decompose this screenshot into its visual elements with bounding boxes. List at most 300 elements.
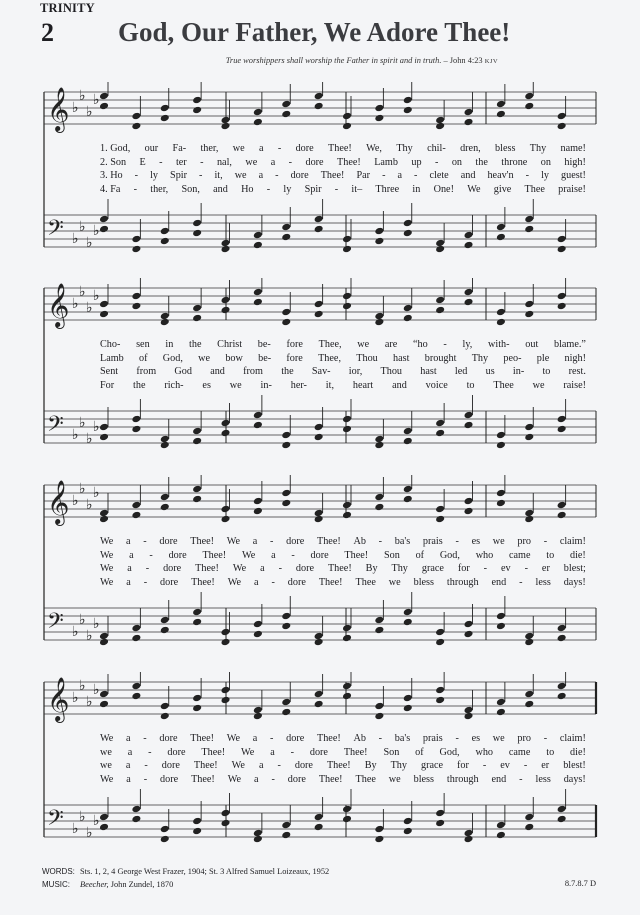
- note-head: [131, 634, 141, 643]
- note-head: [192, 817, 202, 826]
- note-head: [192, 495, 202, 504]
- lyric-syllable: Thee!: [195, 563, 219, 574]
- lyric-syllable: -: [270, 733, 274, 744]
- lyric-syllable: a: [252, 536, 258, 547]
- flat-icon: ♭: [86, 300, 93, 316]
- note-head: [374, 503, 384, 512]
- lyric-syllable: We: [100, 536, 114, 547]
- lyric-syllable: Thee!: [343, 746, 368, 758]
- note-head: [160, 114, 170, 123]
- lyric-syllable: dore: [295, 143, 314, 154]
- lyric-syllable: heav'n: [487, 170, 514, 181]
- lyric-syllable: -: [519, 773, 523, 785]
- note-head: [131, 815, 141, 824]
- lyric-line: [100, 773, 586, 787]
- lyric-syllable: 4. Fa: [100, 183, 121, 195]
- lyric-syllable: ly: [150, 170, 159, 181]
- lyric-syllable: Thy: [529, 143, 547, 154]
- note-head: [403, 304, 413, 313]
- treble-clef-icon: 𝄞: [47, 677, 70, 721]
- note-head: [221, 122, 231, 131]
- lyric-syllable: -: [143, 733, 147, 744]
- lyric-syllable: dore: [295, 563, 315, 574]
- note-head: [314, 515, 324, 524]
- lyric-syllable: Thee!: [316, 733, 341, 744]
- lyric-syllable: we: [234, 170, 247, 181]
- lyric-syllable: -: [145, 563, 150, 574]
- note-head: [464, 712, 474, 721]
- note-head: [524, 823, 534, 832]
- note-head: [435, 686, 445, 695]
- lyric-syllable: for: [457, 563, 470, 574]
- note-head: [524, 215, 534, 224]
- note-head: [160, 825, 170, 834]
- note-head: [496, 441, 506, 450]
- lyric-syllable: we: [492, 536, 505, 547]
- note-head: [435, 306, 445, 315]
- lyric-syllable: our: [144, 143, 159, 154]
- note-head: [557, 624, 567, 633]
- lyric-syllable: give: [493, 183, 512, 195]
- lyric-syllable: dore: [163, 563, 182, 574]
- note-head: [99, 423, 109, 432]
- note-head: [374, 493, 384, 502]
- note-head: [160, 237, 170, 246]
- note-head: [160, 626, 170, 635]
- lyric-syllable: Sent: [100, 366, 119, 377]
- lyric-syllable: -: [288, 156, 293, 168]
- flat-icon: ♭: [93, 288, 100, 304]
- lyric-syllable: and: [460, 170, 476, 181]
- flat-icon: ♭: [93, 419, 100, 435]
- note-head: [221, 429, 231, 438]
- note-head: [403, 694, 413, 703]
- lyric-syllable: clete: [429, 170, 449, 181]
- note-head: [557, 511, 567, 520]
- lyric-syllable: dore: [160, 576, 179, 588]
- note-head: [403, 96, 413, 105]
- lyric-syllable: nigh!: [564, 352, 586, 364]
- note-head: [374, 712, 384, 721]
- note-head: [253, 507, 263, 516]
- lyric-syllable: heart: [352, 379, 374, 391]
- note-head: [131, 624, 141, 633]
- lyric-syllable: Thee: [355, 576, 376, 588]
- lyric-syllable: of: [139, 352, 148, 364]
- lyric-syllable: Spir: [170, 170, 188, 181]
- note-head: [99, 813, 109, 822]
- lyric-syllable: die!: [569, 549, 586, 561]
- lyric-syllable: -: [519, 576, 523, 588]
- note-head: [342, 302, 352, 311]
- lyrics-block-4: [100, 732, 586, 786]
- lyric-syllable: voice: [425, 379, 448, 391]
- lyric-syllable: For: [100, 379, 115, 391]
- note-head: [192, 608, 202, 617]
- note-head: [99, 823, 109, 832]
- flat-icon: ♭: [93, 92, 100, 108]
- note-head: [524, 423, 534, 432]
- lyric-syllable: Thee: [524, 183, 545, 195]
- words-text: Sts. 1, 2, 4 George West Frazer, 1904; St. 3 Alfred Samuel Loizeaux, 1952: [80, 867, 330, 876]
- lyric-syllable: dore: [168, 549, 187, 561]
- note-head: [374, 626, 384, 635]
- lyric-syllable: Thee!: [328, 143, 352, 154]
- lyric-syllable: dore: [309, 746, 328, 758]
- note-head: [435, 638, 445, 647]
- note-head: [281, 100, 291, 109]
- note-head: [557, 122, 567, 131]
- lyric-syllable: a: [254, 576, 259, 588]
- lyric-syllable: of: [415, 746, 424, 758]
- note-head: [192, 485, 202, 494]
- note-head: [464, 231, 474, 240]
- lyric-syllable: nal,: [216, 156, 232, 168]
- lyric-syllable: who: [475, 746, 494, 758]
- lyric-syllable: less: [535, 773, 551, 785]
- note-head: [221, 628, 231, 637]
- epigraph-version: KJV: [484, 58, 498, 65]
- note-head: [99, 433, 109, 442]
- note-head: [160, 441, 170, 450]
- lyric-syllable: -: [275, 170, 279, 181]
- note-head: [464, 421, 474, 430]
- note-head: [253, 298, 263, 307]
- lyric-syllable: Son: [383, 549, 400, 561]
- lyric-syllable: dore: [159, 733, 178, 744]
- lyric-syllable: ev: [501, 563, 511, 574]
- lyric-syllable: dore: [287, 576, 306, 588]
- lyric-syllable: out: [525, 339, 539, 350]
- note-head: [435, 628, 445, 637]
- lyric-syllable: a: [271, 549, 276, 561]
- lyric-syllable: Thee!: [320, 170, 345, 181]
- lyric-syllable: Thy: [396, 143, 413, 154]
- note-head: [557, 235, 567, 244]
- note-head: [403, 618, 413, 627]
- note-head: [374, 825, 384, 834]
- lyric-syllable: -: [144, 760, 148, 771]
- lyric-syllable: the: [133, 379, 146, 391]
- note-head: [192, 229, 202, 238]
- note-head: [403, 106, 413, 115]
- note-head: [221, 686, 231, 695]
- lyric-syllable: we: [229, 379, 242, 391]
- note-head: [342, 692, 352, 701]
- music-label: MUSIC:: [42, 879, 70, 889]
- flat-icon: ♭: [79, 612, 86, 628]
- lyric-syllable: -: [482, 760, 487, 771]
- lyrics-block-2: [100, 338, 586, 392]
- lyric-syllable: dore: [286, 733, 305, 744]
- note-head: [314, 215, 324, 224]
- lyric-syllable: rich-: [164, 379, 184, 391]
- lyric-syllable: Christ: [217, 339, 243, 350]
- lyric-syllable: -: [266, 183, 271, 195]
- lyric-syllable: -: [382, 170, 386, 181]
- lyric-syllable: brought: [424, 352, 457, 364]
- words-label: WORDS:: [42, 867, 75, 876]
- lyric-syllable: praise!: [558, 183, 586, 195]
- lyric-syllable: -: [378, 733, 383, 744]
- note-head: [342, 682, 352, 691]
- lyric-syllable: a: [126, 536, 131, 547]
- lyric-syllable: us: [485, 366, 495, 377]
- lyric-syllable: Thee!: [190, 733, 215, 744]
- lyric-syllable: on: [540, 156, 551, 168]
- flat-icon: ♭: [86, 825, 93, 841]
- note-head: [160, 835, 170, 844]
- bass-clef-icon: 𝄢: [47, 412, 64, 442]
- flat-icon: ♭: [79, 415, 86, 431]
- note-head: [131, 122, 141, 131]
- note-head: [160, 712, 170, 721]
- lyric-syllable: ly,: [462, 339, 473, 350]
- note-head: [374, 702, 384, 711]
- music-composer: John Zundel, 1870: [110, 879, 174, 889]
- note-head: [342, 634, 352, 643]
- lyric-syllable: a: [129, 549, 134, 561]
- lyric-syllable: for: [457, 760, 469, 771]
- lyric-syllable: dore: [161, 760, 180, 771]
- lyric-syllable: -: [271, 773, 275, 785]
- lyric-syllable: raise!: [563, 379, 586, 391]
- lyric-syllable: end: [491, 576, 507, 588]
- note-head: [253, 288, 263, 297]
- lyric-syllable: it–: [351, 183, 363, 195]
- lyric-syllable: -: [200, 156, 204, 168]
- note-head: [131, 682, 141, 691]
- lyric-syllable: days!: [563, 773, 586, 785]
- flat-icon: ♭: [93, 813, 100, 829]
- note-head: [557, 805, 567, 814]
- lyric-syllable: We: [226, 733, 241, 744]
- note-head: [253, 118, 263, 127]
- note-head: [524, 92, 534, 101]
- note-head: [342, 235, 352, 244]
- lyric-syllable: a: [397, 170, 403, 181]
- note-head: [435, 515, 445, 524]
- lyric-syllable: God: [174, 366, 192, 377]
- note-head: [221, 306, 231, 315]
- lyric-syllable: in: [165, 339, 174, 350]
- note-head: [524, 102, 534, 111]
- lyric-syllable: we: [232, 143, 245, 154]
- note-head: [131, 302, 141, 311]
- lyric-syllable: dore: [310, 549, 329, 561]
- lyric-syllable: be-: [257, 339, 271, 350]
- lyric-syllable: Sav-: [311, 366, 331, 377]
- note-head: [496, 499, 506, 508]
- lyric-syllable: er: [541, 563, 550, 574]
- note-head: [557, 292, 567, 301]
- lyric-syllable: Thee!: [318, 576, 343, 588]
- lyric-syllable: dren,: [460, 143, 481, 154]
- lyric-syllable: es: [202, 379, 211, 391]
- lyric-syllable: We: [467, 183, 481, 195]
- lyric-syllable: dore: [294, 760, 313, 771]
- lyrics-block-1: [100, 142, 586, 196]
- note-head: [435, 429, 445, 438]
- note-head: [374, 114, 384, 123]
- note-head: [557, 425, 567, 434]
- flat-icon: ♭: [72, 493, 79, 509]
- lyric-syllable: bow: [225, 352, 243, 364]
- note-head: [314, 102, 324, 111]
- lyric-syllable: Thee!: [193, 760, 218, 771]
- lyric-syllable: -: [524, 563, 528, 574]
- note-head: [253, 411, 263, 420]
- note-head: [342, 415, 352, 424]
- lyric-syllable: Thee!: [326, 760, 351, 771]
- treble-clef-icon: 𝄞: [47, 283, 70, 327]
- note-head: [557, 501, 567, 510]
- note-head: [342, 501, 352, 510]
- note-head: [281, 622, 291, 631]
- lyric-syllable: Thee!: [191, 773, 215, 785]
- lyric-line: [100, 746, 586, 760]
- note-head: [99, 300, 109, 309]
- lyric-syllable: blest;: [563, 563, 586, 574]
- note-head: [464, 118, 474, 127]
- lyric-line: [100, 732, 586, 746]
- flat-icon: ♭: [86, 497, 93, 513]
- lyric-syllable: in-: [260, 379, 272, 391]
- lyric-syllable: -: [291, 549, 295, 561]
- epigraph-reference: – John 4:23: [443, 56, 483, 65]
- lyric-line: [100, 352, 586, 366]
- lyric-line: [100, 379, 586, 393]
- lyric-syllable: We: [227, 576, 242, 588]
- flat-icon: ♭: [79, 678, 86, 694]
- lyric-syllable: We: [231, 760, 245, 771]
- lyric-syllable: a: [126, 733, 131, 744]
- note-head: [253, 241, 263, 250]
- lyric-syllable: a: [270, 746, 275, 758]
- flat-icon: ♭: [86, 694, 93, 710]
- lyric-syllable: a: [127, 746, 133, 758]
- note-head: [160, 104, 170, 113]
- lyric-syllable: we: [388, 576, 401, 588]
- note-head: [557, 692, 567, 701]
- bass-clef-icon: 𝄢: [47, 216, 64, 246]
- note-head: [496, 318, 506, 327]
- note-head: [557, 112, 567, 121]
- lyric-syllable: -: [271, 576, 275, 588]
- lyric-line: [100, 759, 586, 773]
- lyric-syllable: -: [143, 576, 148, 588]
- note-head: [464, 411, 474, 420]
- lyric-syllable: through: [446, 576, 479, 588]
- note-head: [192, 437, 202, 446]
- note-head: [403, 817, 413, 826]
- note-head: [314, 423, 324, 432]
- lyric-syllable: prais: [422, 733, 443, 744]
- lyric-line: [100, 535, 586, 549]
- flat-icon: ♭: [93, 682, 100, 698]
- lyric-syllable: the: [475, 156, 488, 168]
- note-head: [99, 102, 109, 111]
- lyric-syllable: Thee!: [316, 536, 341, 547]
- lyric-syllable: es: [471, 733, 481, 744]
- lyric-syllable: to: [466, 379, 475, 391]
- note-head: [314, 823, 324, 832]
- note-head: [496, 708, 506, 717]
- lyric-syllable: We: [226, 536, 241, 547]
- lyric-syllable: and: [210, 366, 225, 377]
- note-head: [131, 292, 141, 301]
- lyric-syllable: Thy: [391, 563, 408, 574]
- note-head: [342, 245, 352, 254]
- credits: [42, 866, 582, 891]
- lyric-syllable: -: [199, 170, 203, 181]
- lyric-syllable: God,: [439, 746, 460, 758]
- note-head: [403, 608, 413, 617]
- note-head: [131, 415, 141, 424]
- note-head: [99, 225, 109, 234]
- note-head: [281, 708, 291, 717]
- note-head: [192, 106, 202, 115]
- note-head: [160, 702, 170, 711]
- note-head: [496, 431, 506, 440]
- lyric-syllable: dore: [286, 536, 305, 547]
- note-head: [99, 700, 109, 709]
- note-head: [253, 497, 263, 506]
- note-head: [464, 298, 474, 307]
- lyric-syllable: We: [241, 746, 255, 758]
- lyric-syllable: a: [126, 576, 131, 588]
- lyric-syllable: hast: [420, 366, 437, 377]
- lyric-syllable: Par: [356, 170, 371, 181]
- lyric-syllable: Thee!: [201, 746, 226, 758]
- lyric-syllable: with-: [488, 339, 510, 350]
- lyric-syllable: -: [523, 760, 528, 771]
- lyric-syllable: God,: [439, 549, 460, 561]
- lyric-syllable: Thou: [380, 366, 403, 377]
- note-head: [221, 638, 231, 647]
- note-head: [403, 495, 413, 504]
- note-head: [221, 515, 231, 524]
- note-head: [403, 437, 413, 446]
- lyric-syllable: By: [365, 563, 378, 574]
- note-head: [496, 100, 506, 109]
- note-head: [99, 310, 109, 319]
- lyric-syllable: dore: [305, 156, 324, 168]
- note-head: [253, 620, 263, 629]
- note-head: [281, 612, 291, 621]
- lyric-syllable: who: [475, 549, 494, 561]
- lyric-syllable: came: [509, 549, 531, 561]
- lyric-syllable: grace: [420, 760, 444, 771]
- flat-icon: ♭: [72, 690, 79, 706]
- lyric-line: [100, 549, 586, 563]
- note-head: [253, 712, 263, 721]
- music-text: [80, 879, 173, 892]
- note-head: [281, 441, 291, 450]
- note-head: [374, 318, 384, 327]
- note-head: [160, 318, 170, 327]
- lyric-syllable: -: [143, 773, 148, 785]
- lyric-syllable: up: [411, 156, 422, 168]
- note-head: [281, 233, 291, 242]
- flat-icon: ♭: [72, 100, 79, 116]
- lyric-syllable: it,: [325, 379, 334, 391]
- note-head: [557, 302, 567, 311]
- lyric-syllable: to: [546, 549, 555, 561]
- lyric-syllable: -: [278, 563, 282, 574]
- lyric-syllable: Thee,: [318, 339, 342, 350]
- note-head: [557, 682, 567, 691]
